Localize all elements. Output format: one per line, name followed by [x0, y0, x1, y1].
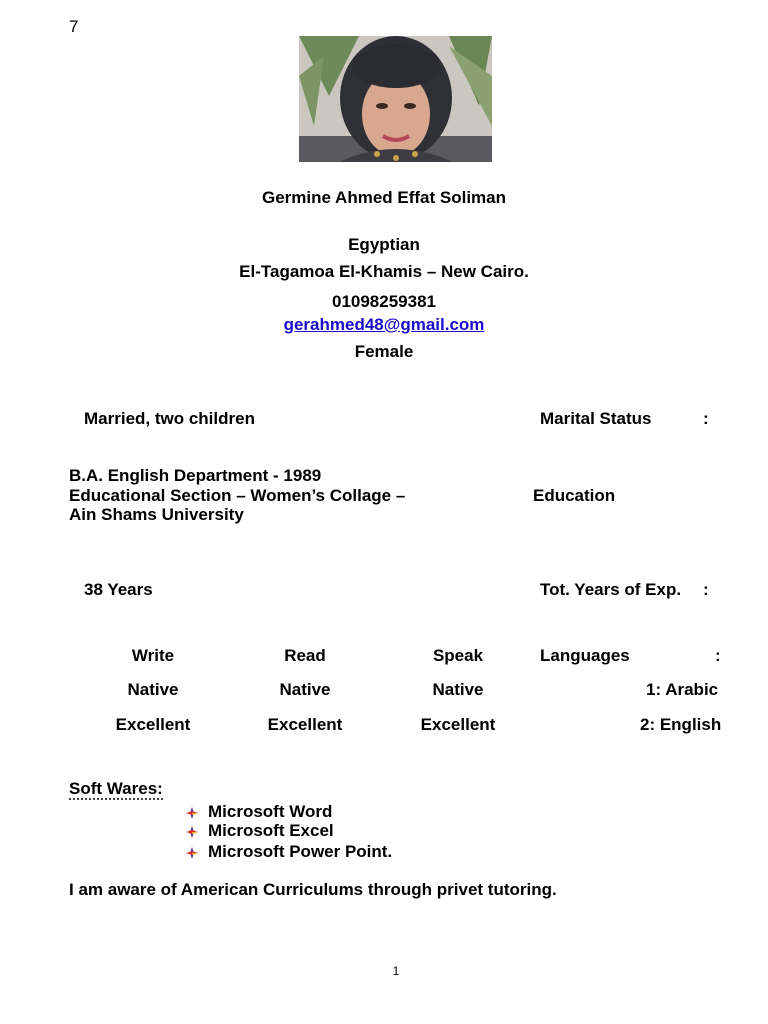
full-name: Germine Ahmed Effat Soliman	[261, 188, 507, 207]
gender: Female	[354, 342, 414, 361]
profile-photo	[299, 36, 492, 162]
language-arabic-write: Native	[127, 680, 179, 699]
address: El-Tagamoa El-Khamis – New Cairo.	[239, 262, 529, 281]
experience-label: Tot. Years of Exp.	[540, 580, 682, 599]
software-item	[186, 802, 332, 822]
phone-number: 01098259381	[331, 292, 436, 311]
nationality: Egyptian	[348, 235, 420, 254]
education-line-3: Ain Shams University	[69, 505, 244, 524]
language-english-write: Excellent	[115, 715, 191, 734]
software-heading: Soft Wares:	[69, 779, 163, 798]
experience-value: 38 Years	[84, 580, 153, 599]
education-line-2: Educational Section – Women’s Collage –	[69, 486, 406, 505]
cross-bullet-icon	[186, 826, 198, 838]
software-item-label: Microsoft Word	[208, 802, 333, 821]
education-label: Education	[533, 486, 616, 505]
software-item-label: Microsoft Excel	[208, 821, 334, 840]
languages-header-write: Write	[131, 646, 175, 665]
marital-status-value: Married, two children	[84, 409, 255, 428]
top-page-number: 7	[69, 17, 79, 36]
language-arabic-speak: Native	[432, 680, 484, 699]
footer-page-number: 1	[392, 964, 400, 978]
languages-header-speak: Speak	[432, 646, 484, 665]
language-english-speak: Excellent	[420, 715, 496, 734]
language-arabic-name: 1: Arabic	[646, 680, 719, 699]
language-arabic-read: Native	[279, 680, 331, 699]
language-english-read: Excellent	[267, 715, 343, 734]
software-item	[186, 842, 392, 862]
marital-status-colon: :	[703, 409, 709, 428]
cross-bullet-icon	[186, 847, 198, 859]
tutoring-statement: I am aware of American Curriculums through privet tutoring.	[69, 880, 557, 899]
languages-colon: :	[715, 646, 721, 665]
software-item	[186, 821, 334, 841]
language-english-name: 2: English	[640, 715, 722, 734]
marital-status-label: Marital Status	[540, 409, 652, 428]
experience-colon: :	[703, 580, 709, 599]
email-link[interactable]: gerahmed48@gmail.com	[283, 315, 485, 334]
software-item-label: Microsoft Power Point.	[208, 842, 393, 861]
languages-header-read: Read	[284, 646, 326, 665]
cross-bullet-icon	[186, 807, 198, 819]
languages-label: Languages	[540, 646, 630, 665]
education-line-1: B.A. English Department - 1989	[69, 466, 322, 485]
